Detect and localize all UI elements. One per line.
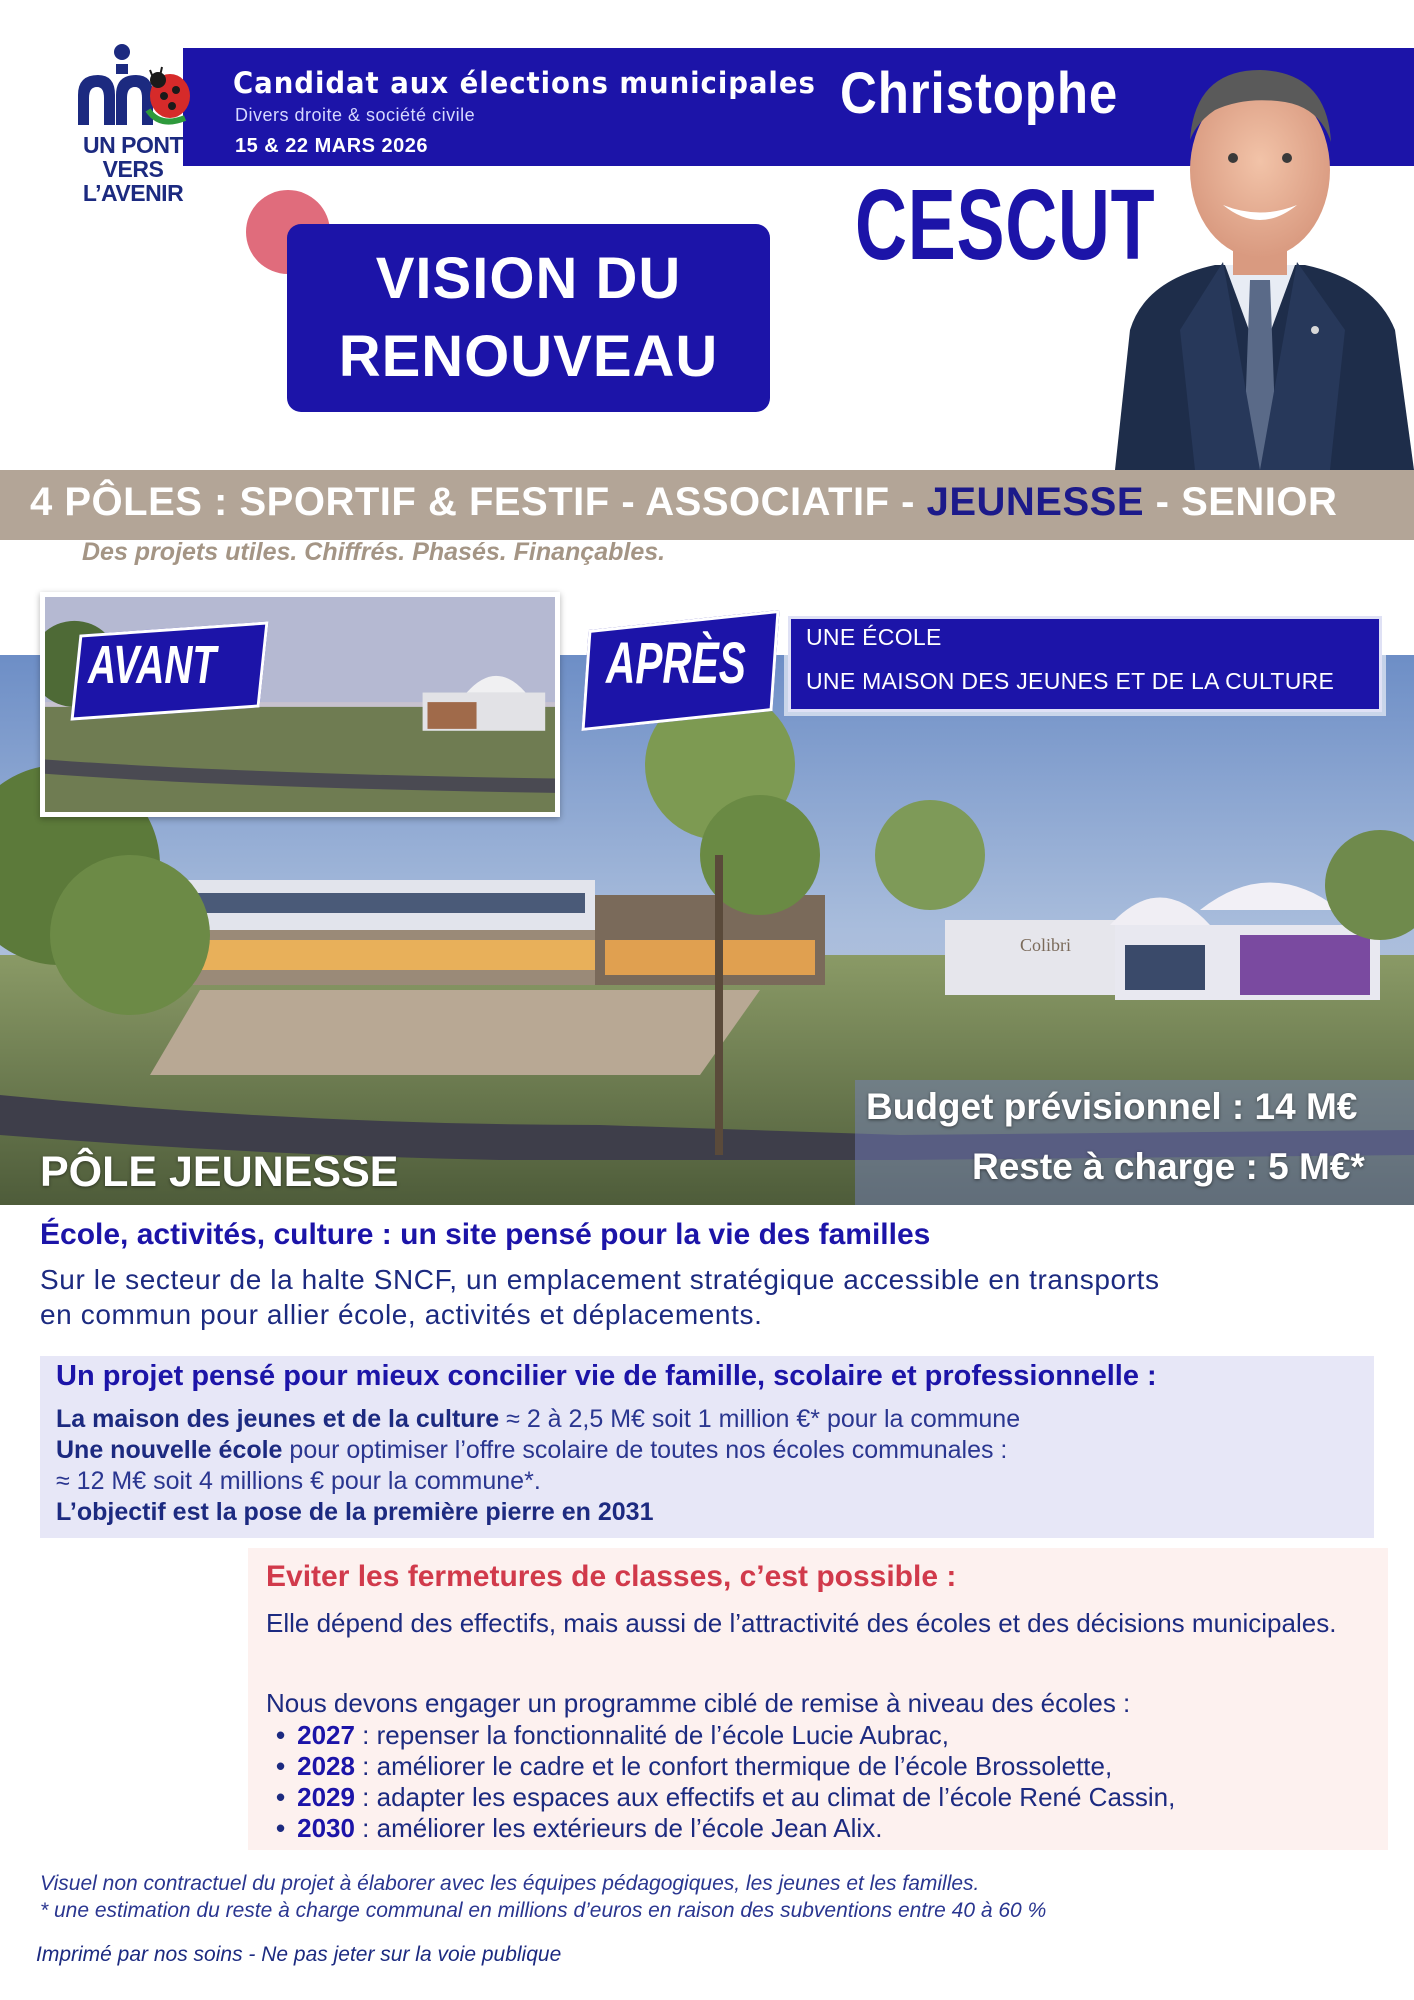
section-title: École, activités, culture : un site pensé pour la vie des familles — [40, 1218, 931, 1251]
list-item: • 2028 : améliorer le cadre et le confort thermique de l’école Brossolette, — [276, 1751, 1175, 1782]
project-body: La maison des jeunes et de la culture ≈ 2 à 2,5 M€ soit 1 million €* pour la commune Une nouvelle école pour optimiser l’offre scolaire de toutes nos écoles communales : ≈ 12 M€ soit 4 millions € pour la commune*. L’objectif est la pose de la première pierre en 2031 — [56, 1405, 1021, 1526]
before-label: AVANT — [88, 635, 217, 695]
budget-total: Budget prévisionnel : 14 M€ — [866, 1086, 1358, 1127]
project-title: Un projet pensé pour mieux concilier vie de famille, scolaire et professionnelle : — [56, 1360, 1157, 1392]
section-body: Sur le secteur de la halte SNCF, un emplacement stratégique accessible en transports en commun pour allier école, activités et déplacements. — [40, 1264, 1160, 1330]
pole-title: PÔLE JEUNESSE — [40, 1148, 399, 1196]
list-item: • 2027 : repenser la fonctionnalité de l’école Lucie Aubrac, — [276, 1720, 1175, 1751]
logo-text: UN PONT VERS L’AVENIR — [82, 132, 184, 206]
school-program-list — [276, 1720, 1175, 1844]
class-closure-title: Eviter les fermetures de classes, c’est possible : — [266, 1560, 957, 1593]
candidate-title: Candidat aux élections municipales — [233, 66, 816, 100]
class-closure-intro: Nous devons engager un programme ciblé de remise à niveau des écoles : — [266, 1688, 1131, 1718]
candidate-portrait — [1105, 30, 1414, 470]
tagline: Des projets utiles. Chiffrés. Phasés. Finançables. — [82, 538, 666, 566]
footnote-estimate: * une estimation du reste à charge communal en millions d’euros en raison des subventions entre 40 à 60 % — [40, 1899, 1047, 1922]
candidate-first-name: Christophe — [840, 61, 1119, 126]
poles-heading: 4 PÔLES : SPORTIF & FESTIF - ASSOCIATIF - JEUNESSE - SENIOR — [30, 480, 1338, 524]
candidate-last-name: CESCUT — [855, 169, 1156, 281]
after-line-school: UNE ÉCOLE — [806, 624, 942, 650]
print-notice: Imprimé par nos soins - Ne pas jeter sur la voie publique — [36, 1943, 562, 1966]
election-dates: 15 & 22 MARS 2026 — [235, 135, 429, 157]
class-closure-body: Elle dépend des effectifs, mais aussi de l’attractivité des écoles et des décisions municipales. — [266, 1608, 1337, 1638]
after-line-youth-house: UNE MAISON DES JEUNES ET DE LA CULTURE — [806, 668, 1335, 694]
candidate-subtitle: Divers droite & société civile — [235, 105, 476, 125]
building-sign: Colibri — [1020, 935, 1072, 955]
budget-remaining: Reste à charge : 5 M€* — [972, 1146, 1365, 1187]
list-item: • 2029 : adapter les espaces aux effectifs et au climat de l’école René Cassin, — [276, 1782, 1175, 1813]
vision-title-box — [287, 224, 770, 412]
vision-title-line2: RENOUVEAU — [338, 324, 719, 389]
list-item: • 2030 : améliorer les extérieurs de l’école Jean Alix. — [276, 1813, 1175, 1844]
after-label: APRÈS — [606, 631, 746, 696]
vision-title-line1: VISION DU — [375, 246, 682, 311]
footnote-visual: Visuel non contractuel du projet à élaborer avec les équipes pédagogiques, les jeunes et les familles. — [40, 1872, 980, 1895]
